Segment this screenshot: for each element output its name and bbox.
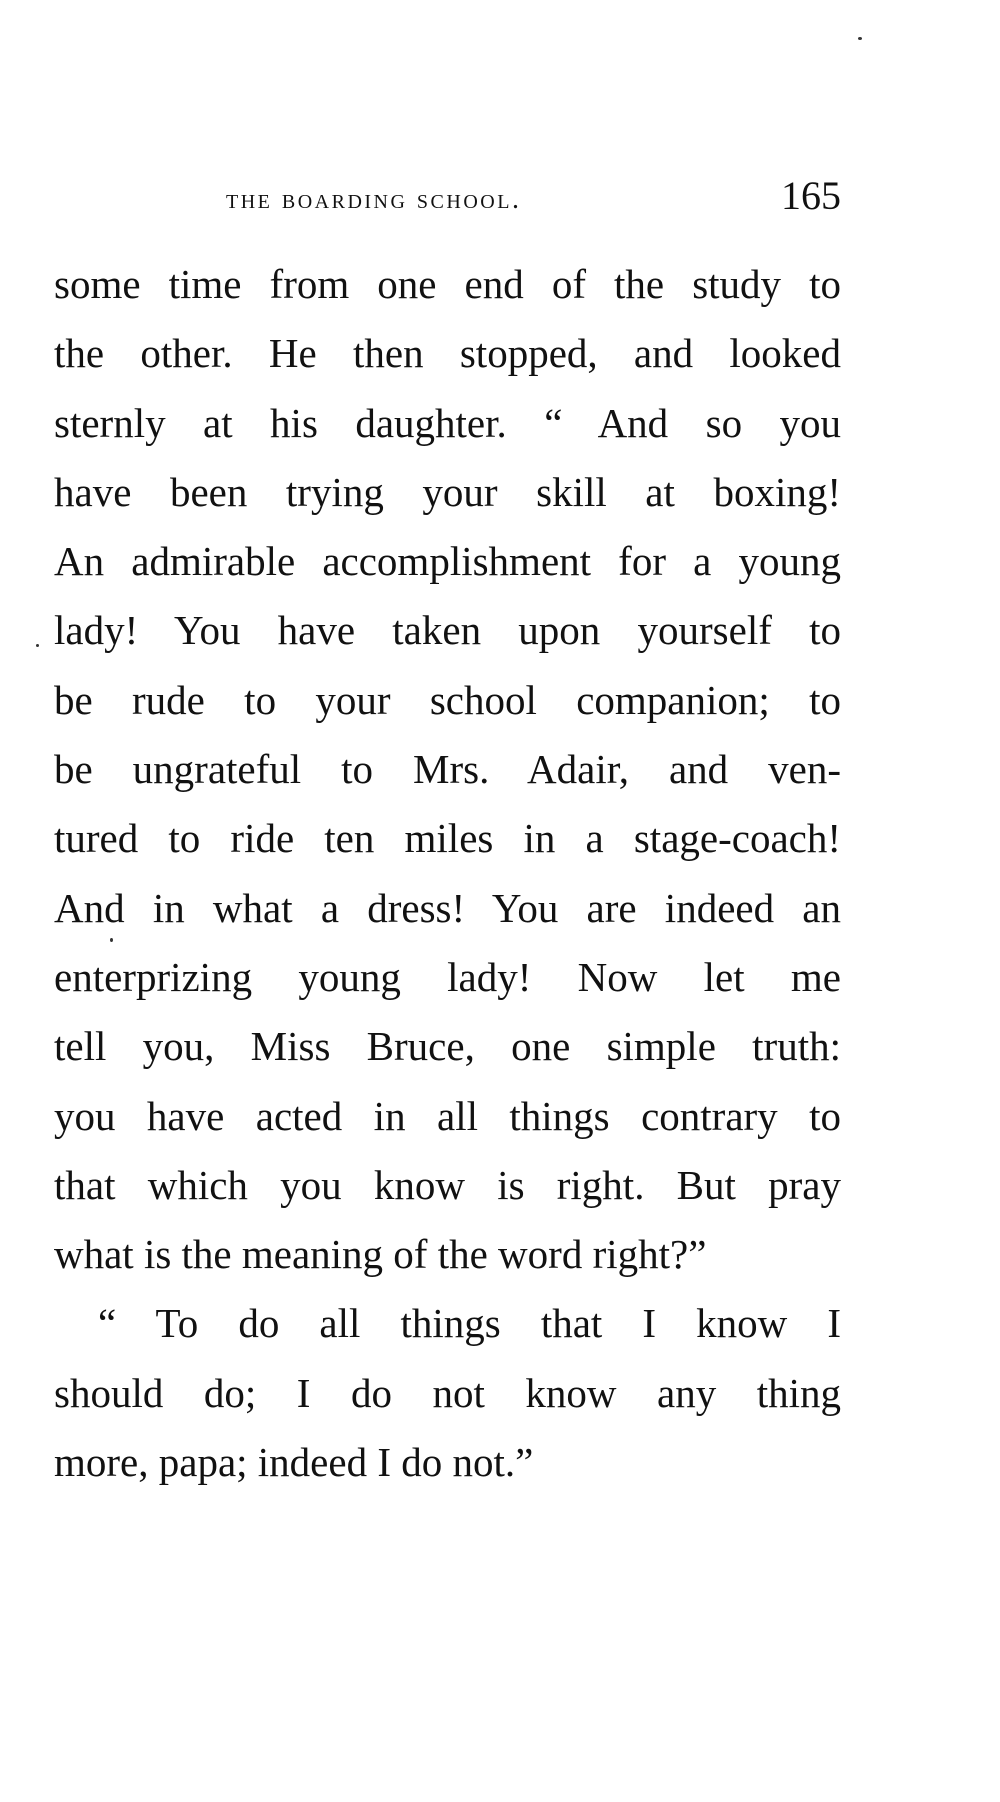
text-line: should do; I do not know any thing bbox=[54, 1369, 841, 1416]
body-text bbox=[54, 250, 841, 1497]
page-number: 165 bbox=[781, 173, 841, 218]
text-line: sternly at his daughter. “ And so you bbox=[54, 399, 841, 446]
scan-speck bbox=[36, 644, 39, 647]
text-line: what is the meaning of the word right?” bbox=[54, 1231, 707, 1278]
text-line: tured to ride ten miles in a stage-coach! bbox=[54, 815, 841, 862]
text-line: the other. He then stopped, and looked bbox=[54, 330, 841, 377]
text-line: more, papa; indeed I do not.” bbox=[54, 1439, 534, 1486]
text-line: tell you, Miss Bruce, one simple truth: bbox=[54, 1023, 841, 1070]
running-head bbox=[54, 172, 841, 228]
running-title: the boarding school. bbox=[226, 184, 522, 215]
text-line: An admirable accomplishment for a young bbox=[54, 538, 841, 585]
text-line: have been trying your skill at boxing! bbox=[54, 468, 841, 515]
text-line: you have acted in all things contrary to bbox=[54, 1092, 841, 1139]
text-line: be rude to your school companion; to bbox=[54, 676, 841, 723]
text-line: some time from one end of the study to bbox=[54, 261, 841, 307]
text-line: enterprizing young lady! Now let me bbox=[54, 953, 841, 1000]
scan-speck bbox=[110, 938, 113, 942]
text-line: lady! You have taken upon yourself to bbox=[54, 607, 841, 654]
text-line: that which you know is right. But pray bbox=[54, 1161, 841, 1208]
text-line: be ungrateful to Mrs. Adair, and ven- bbox=[54, 746, 841, 793]
scan-speck bbox=[858, 37, 862, 40]
text-line: “ To do all things that I know I bbox=[98, 1300, 841, 1347]
text-line: And in what a dress! You are indeed an bbox=[54, 884, 841, 931]
